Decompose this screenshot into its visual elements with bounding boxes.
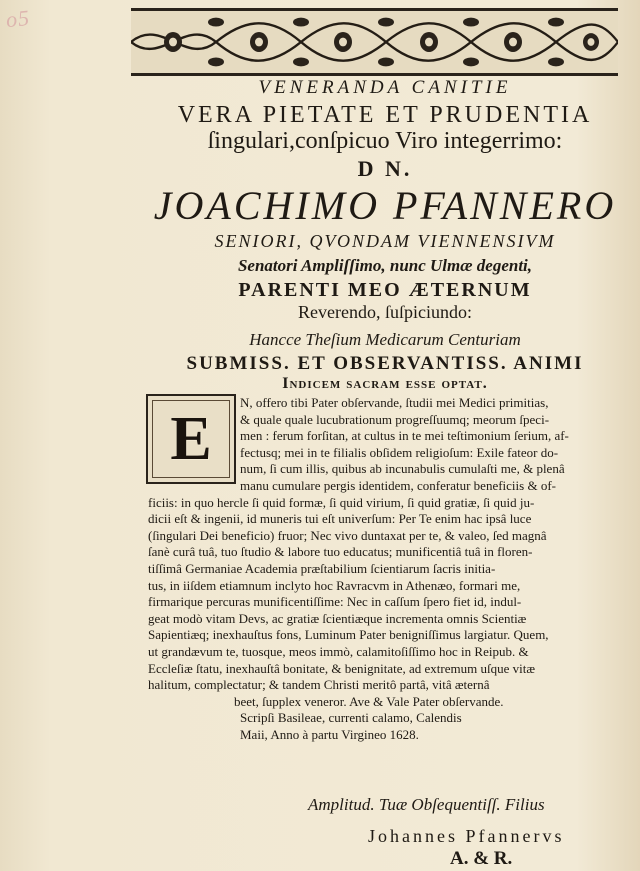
body-line: & quale quale lucubrationum progreſſuumq; meorum ſpeci-: [240, 411, 550, 427]
body-line: Scripſi Basileae, currenti calamo, Calendis: [240, 710, 462, 726]
dedicatee-name: JOACHIMO PFANNERO: [153, 183, 617, 228]
body-line: Sapientiæq; inexhauſtus fons, Luminum Pater benigniſſimus largiatur. Quem,: [148, 627, 549, 643]
dedication-line-2: VERA PIETATE ET PRUDENTIA: [177, 102, 593, 128]
dedication-line-12: Indicem sacram esse optat.: [282, 375, 488, 392]
body-line: geat modò vitam Devs, ac gratiæ ſcientiæque incrementa omnis Scientiæ: [148, 610, 527, 626]
body-line: ut grandævum te, tuosque, meos immò, calamitoſiſſimo hoc in Reipub. &: [148, 643, 529, 659]
body-line: fectusq; mei in te filialis obſidem religioſum: Exile fateor do-: [240, 444, 559, 460]
body-line: num, ſi cum illis, quibus ab incunabulis cumulaſti me, & plenâ: [240, 461, 565, 477]
dedication-line-9: Reverendo, ſuſpiciundo:: [298, 302, 472, 322]
dedication-line-11: SUBMISS. ET OBSERVANTISS. ANIMI: [186, 353, 584, 374]
body-line: tiſſimâ Germaniae Academia præſtabilium ſcientiarum ſacris initia-: [148, 560, 496, 576]
body-line: beet, ſupplex veneror. Ave & Vale Pater obſervande.: [234, 693, 504, 709]
body-line: men : ferum forſitan, at cultus in te mei teſtimonium ſerium, af-: [240, 428, 569, 444]
body-line: manu cumulare pergis identidem, conferatur beneficiis & of-: [240, 477, 556, 493]
body-line: halitum, complectatur; & tandem Christi meritô partâ, vitâ æternâ: [148, 677, 490, 693]
body-line: Maii, Anno à partu Virgineo 1628.: [240, 726, 419, 742]
body-line: firmarique percuras munificentiſſime: Nec in caſſum ſpero fiet id, indul-: [148, 594, 522, 610]
dedication-line-3: ſingulari,conſpicuo Viro integerrimo:: [207, 128, 563, 154]
letter-body: [148, 395, 630, 743]
library-stamp: o5: [4, 4, 32, 33]
body-line: dicii eſt & ingenii, id muneris tui eſt univerſum: Per Te enim hac ipsâ luce: [148, 511, 532, 527]
closing-salutation: Amplitud. Tuæ Obſequentiſſ. Filius: [308, 795, 545, 814]
body-line: ficiis: in quo hercle ſi quid formæ, ſi quid virium, ſi quid gratiæ, ſi quid ju-: [148, 494, 535, 510]
body-line: tus, in iiſdem etiamnum inclyto hoc Ravracvm in Athenæo, formari me,: [148, 577, 521, 593]
body-line: N, offero tibi Pater obſervande, ſtudii mei Medici primitias,: [240, 395, 549, 410]
dedication-line-6: SENIORI, QVONDAM VIENNENSIVM: [214, 231, 556, 251]
dedication-block: [140, 78, 630, 392]
dedication-line-10: Hancce Theſium Medicarum Centuriam: [249, 330, 521, 349]
body-line: Eccleſiæ ſtatu, inexhauſtâ bonitate, & benignitate, ad extremum uſque vitæ: [148, 660, 536, 676]
author-initials: A. & R.: [450, 848, 513, 869]
initial-letter: E: [170, 404, 212, 473]
dedication-line-7: Senatori Ampliſſimo, nunc Ulmæ degenti,: [237, 256, 533, 275]
author-signature: Johannes Pfannervs: [368, 826, 565, 846]
ornamental-headpiece: [131, 8, 618, 76]
body-line: (ſingulari Dei beneficio) fruor; Nec vivo duntaxat per te, & valeo, ſed magnâ: [148, 527, 547, 543]
dedication-line-8: PARENTI MEO ÆTERNUM: [238, 279, 532, 301]
dedication-line-1: VENERANDA CANITIE: [258, 77, 512, 98]
dedication-line-4: D N.: [357, 156, 413, 181]
body-line: ſanè curâ tuâ, tuo ſtudio & labore tuo educatus; munificentiâ tuâ in floren-: [148, 544, 533, 560]
